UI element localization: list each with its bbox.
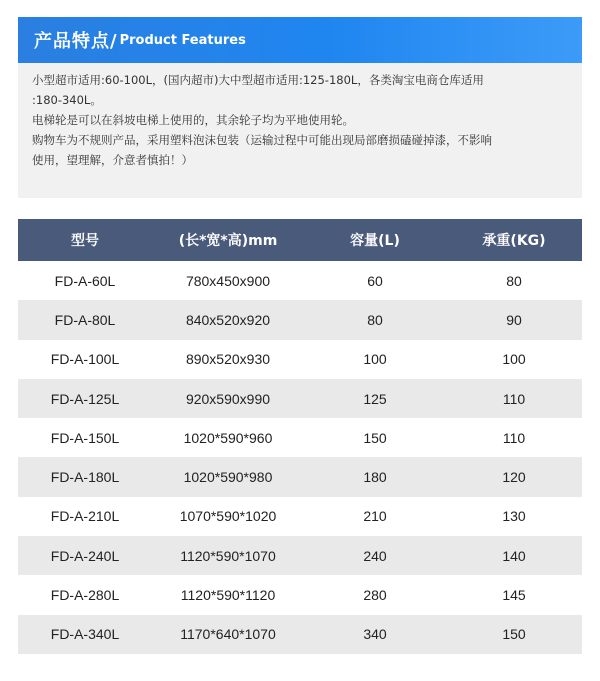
table-row: [18, 457, 582, 496]
description-line: 使用，望理解，介意者慎拍！）: [32, 153, 193, 167]
column-header-model: 型号: [18, 219, 152, 261]
cell-dimensions: 920x590x990: [152, 379, 304, 418]
description-line: 小型超市适用:60-100L，(国内超市)大中型超市适用:125-180L，各类淘宝电商仓库适用: [32, 73, 484, 87]
description-line: :180-340L。: [32, 93, 102, 107]
table-row: [18, 418, 582, 457]
cell-dimensions: 1020*590*960: [152, 418, 304, 457]
description-box: [18, 63, 582, 198]
table-row: [18, 536, 582, 575]
cell-model: FD-A-150L: [18, 418, 152, 457]
cell-capacity: 240: [304, 536, 446, 575]
cell-model: FD-A-80L: [18, 300, 152, 339]
cell-load: 130: [446, 497, 582, 536]
cell-load: 110: [446, 379, 582, 418]
cell-model: FD-A-280L: [18, 575, 152, 614]
cell-load: 120: [446, 457, 582, 496]
cell-load: 80: [446, 261, 582, 300]
cell-dimensions: 1120*590*1070: [152, 536, 304, 575]
cell-dimensions: 1020*590*980: [152, 457, 304, 496]
column-header-dimensions: (长*宽*高)mm: [152, 219, 304, 261]
table-row: [18, 497, 582, 536]
spec-table: [18, 219, 582, 654]
section-title-en: Product Features: [119, 32, 246, 48]
cell-capacity: 280: [304, 575, 446, 614]
column-header-capacity: 容量(L): [304, 219, 446, 261]
cell-model: FD-A-180L: [18, 457, 152, 496]
cell-load: 150: [446, 615, 582, 654]
cell-load: 140: [446, 536, 582, 575]
cell-model: FD-A-125L: [18, 379, 152, 418]
cell-capacity: 125: [304, 379, 446, 418]
cell-dimensions: 890x520x930: [152, 340, 304, 379]
cell-model: FD-A-210L: [18, 497, 152, 536]
cell-capacity: 80: [304, 300, 446, 339]
cell-capacity: 60: [304, 261, 446, 300]
cell-capacity: 180: [304, 457, 446, 496]
cell-capacity: 340: [304, 615, 446, 654]
table-row: [18, 261, 582, 300]
table-header-row: [18, 219, 582, 261]
cell-dimensions: 840x520x920: [152, 300, 304, 339]
cell-load: 90: [446, 300, 582, 339]
table-row: [18, 615, 582, 654]
cell-model: FD-A-240L: [18, 536, 152, 575]
section-banner: [18, 17, 582, 63]
table-row: [18, 340, 582, 379]
section-title-cn: 产品特点/: [34, 31, 118, 52]
cell-dimensions: 1170*640*1070: [152, 615, 304, 654]
cell-load: 100: [446, 340, 582, 379]
cell-dimensions: 780x450x900: [152, 261, 304, 300]
table-row: [18, 300, 582, 339]
description-line: 购物车为不规则产品，采用塑料泡沫包装（运输过程中可能出现局部磨损磕碰掉漆，不影响: [32, 133, 492, 147]
description-line: 电梯轮是可以在斜坡电梯上使用的，其余轮子均为平地使用轮。: [32, 113, 354, 127]
cell-model: FD-A-60L: [18, 261, 152, 300]
cell-load: 145: [446, 575, 582, 614]
cell-load: 110: [446, 418, 582, 457]
column-header-load: 承重(KG): [446, 219, 582, 261]
cell-model: FD-A-100L: [18, 340, 152, 379]
table-row: [18, 379, 582, 418]
cell-model: FD-A-340L: [18, 615, 152, 654]
cell-capacity: 100: [304, 340, 446, 379]
cell-dimensions: 1070*590*1020: [152, 497, 304, 536]
cell-capacity: 210: [304, 497, 446, 536]
table-row: [18, 575, 582, 614]
cell-dimensions: 1120*590*1120: [152, 575, 304, 614]
cell-capacity: 150: [304, 418, 446, 457]
